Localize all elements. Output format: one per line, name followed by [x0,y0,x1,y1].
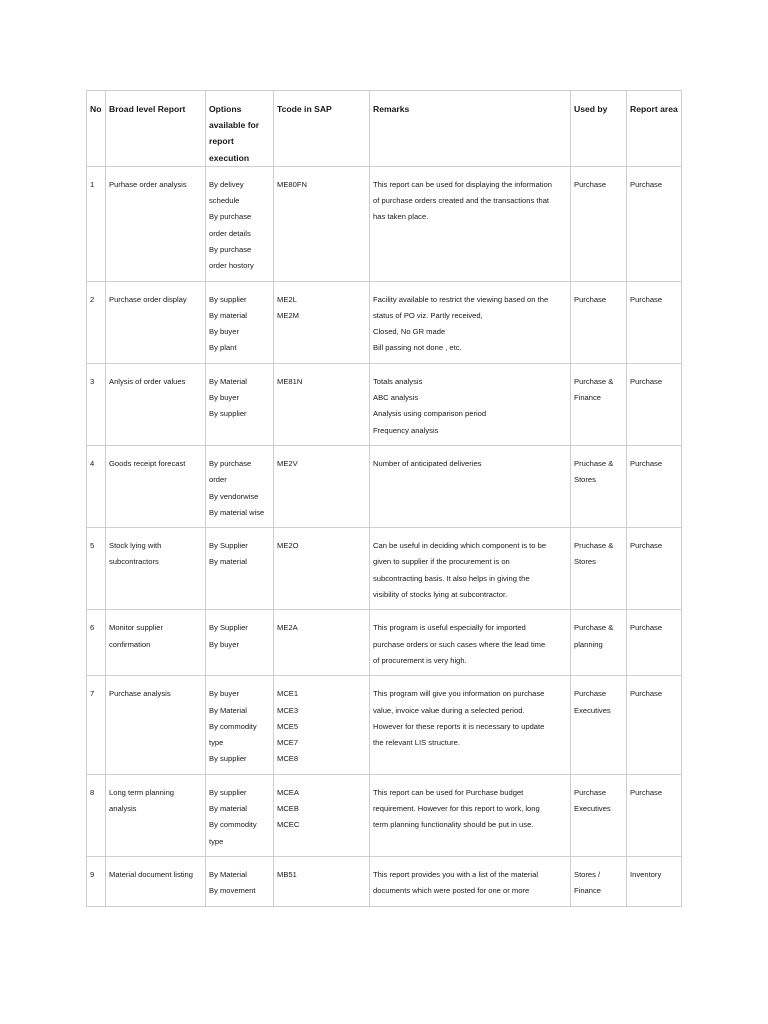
cell-remarks-line: Closed, No GR made [373,327,446,337]
cell-remarks-line: This report can be used for displaying the information [373,179,552,189]
cell-remarks [370,281,571,363]
cell-options-line: By purchase [209,458,252,468]
cell-used-by-line: Pruchase & [574,541,614,551]
cell-options-line: By material [209,804,247,814]
cell-remarks-line: Frequency analysis [373,425,439,435]
cell-no: 4 [87,445,106,527]
cell-report-line: analysis [109,804,137,814]
cell-report-area-line: Purchase [630,376,663,386]
cell-report [106,676,206,774]
cell-report [106,363,206,445]
cell-remarks [370,774,571,856]
cell-used-by [571,676,627,774]
header-options-line: Options [209,104,242,114]
cell-report [106,856,206,906]
cell-remarks-line: Number of anticipated deliveries [373,458,482,468]
cell-remarks-line: This program will give you information on purchase [373,689,545,699]
cell-remarks-line: status of PO viz. Partly received, [373,310,483,320]
cell-tcode-line: MB51 [277,869,297,879]
cell-report-line: Anlysis of order values [109,376,186,386]
cell-remarks-line: subcontracting basis. It also helps in giving the [373,573,530,583]
cell-used-by-line: Stores [574,475,596,485]
cell-remarks [370,363,571,445]
cell-remarks-line: ABC analysis [373,393,419,403]
cell-tcode-line: ME2O [277,541,299,551]
cell-remarks-line: given to supplier if the procurement is on [373,557,510,567]
cell-report [106,774,206,856]
cell-remarks [370,856,571,906]
cell-tcode-line: MCEA [277,787,299,797]
cell-remarks-line: purchase orders or such cases where the lead time [373,639,546,649]
cell-tcode-line: ME81N [277,376,303,386]
cell-tcode-line: ME2A [277,623,298,633]
header-options-line: execution [209,152,250,163]
cell-remarks-line: of procurement is very high. [373,655,467,665]
header-used-by: Used by [571,91,627,167]
header-remarks: Remarks [370,91,571,167]
cell-used-by-line: Stores [574,557,596,567]
cell-options [206,281,274,363]
cell-used-by-line: Purchase [574,787,607,797]
cell-options-line: type [209,836,224,846]
header-options-line: available for [209,120,260,131]
cell-report-line: confirmation [109,639,151,649]
cell-tcode-line: MCE1 [277,689,299,699]
cell-used-by [571,445,627,527]
cell-remarks-line: visibility of stocks lying at subcontractor. [373,590,508,600]
cell-report-area-line: Purchase [630,294,663,304]
cell-report [106,528,206,610]
cell-used-by [571,774,627,856]
cell-remarks-line: has taken place. [373,212,429,222]
cell-remarks-line: Totals analysis [373,376,423,386]
cell-options-line: By plant [209,343,237,353]
cell-used-by-line: Purchase & [574,376,614,386]
cell-options-line: schedule [209,196,240,206]
cell-used-by-line: Finance [574,393,602,403]
header-broad-level-report: Broad level Report [106,91,206,167]
cell-tcode [274,445,370,527]
cell-options-line: By Material [209,869,247,879]
table-row [87,363,682,445]
cell-tcode-line: MCEB [277,804,299,814]
cell-options-line: By Supplier [209,623,248,633]
table-row [87,774,682,856]
cell-report-area-line: Purchase [630,179,663,189]
cell-used-by [571,281,627,363]
cell-remarks-line: term planning functionality should be put in use. [373,820,534,830]
cell-report-area [627,610,682,676]
header-report-area: Report area [627,91,682,167]
cell-options-line: By buyer [209,393,239,403]
cell-report-area-line: Purchase [630,787,663,797]
cell-report-line: Goods receipt forecast [109,458,186,468]
cell-options-line: By vendorwise [209,491,259,501]
cell-used-by-line: Pruchase & [574,458,614,468]
cell-options-line: By supplier [209,409,247,419]
cell-options-line: By purchase [209,245,252,254]
cell-options-line: By supplier [209,294,247,304]
cell-remarks-line: of purchase orders created and the transactions that [373,196,550,206]
cell-options-line: By Supplier [209,541,248,551]
cell-remarks-line: However for these reports it is necessary to update [373,721,545,731]
cell-options-line: By purchase [209,212,252,222]
cell-options-line: By commodity [209,820,257,830]
cell-options-line: By delivey [209,179,244,189]
cell-report-line: Stock lying with [109,541,162,551]
cell-used-by-line: Executives [574,705,611,715]
cell-remarks [370,166,571,281]
cell-report-area-line: Purchase [630,623,663,633]
cell-tcode [274,528,370,610]
cell-no: 7 [87,676,106,774]
cell-report-area-line: Purchase [630,458,663,468]
cell-report-line: subcontractors [109,557,159,567]
cell-used-by-line: Finance [574,886,602,896]
table-row [87,528,682,610]
cell-tcode-line: MCE7 [277,738,299,748]
cell-report-area [627,774,682,856]
cell-no: 2 [87,281,106,363]
table-row [87,445,682,527]
cell-report-area [627,676,682,774]
header-no: No [87,91,106,167]
cell-report-line: Monitor supplier [109,623,164,633]
cell-report-area-line: Purchase [630,689,663,699]
cell-options-line: By material [209,557,247,567]
cell-options-line: By buyer [209,639,239,649]
cell-remarks [370,445,571,527]
cell-used-by-line: Purchase [574,689,607,699]
cell-remarks-line: This report provides you with a list of the material [373,869,539,879]
cell-options-line: order hostory [209,261,254,271]
cell-used-by-line: Purchase [574,294,607,304]
cell-options [206,774,274,856]
header-tcode: Tcode in SAP [274,91,370,167]
cell-remarks [370,610,571,676]
cell-options-line: By movement [209,886,256,896]
cell-report [106,281,206,363]
cell-tcode [274,610,370,676]
cell-remarks-line: the relevant LIS structure. [373,738,460,748]
cell-used-by [571,363,627,445]
cell-remarks-line: Analysis using comparison period [373,409,487,419]
cell-no: 8 [87,774,106,856]
cell-remarks-line: Bill passing not done , etc. [373,343,462,353]
cell-tcode [274,676,370,774]
table-header-row [87,91,682,167]
cell-no: 5 [87,528,106,610]
cell-remarks-line: documents which were posted for one or more [373,886,530,896]
table-body [87,166,682,906]
header-options [206,91,274,167]
cell-options-line: By buyer [209,689,239,699]
cell-remarks-line: This program is useful especially for imported [373,623,526,633]
header-options-line: report [209,136,234,147]
cell-tcode [274,774,370,856]
cell-options [206,445,274,527]
cell-options-line: order details [209,228,251,238]
cell-options [206,856,274,906]
cell-no: 1 [87,166,106,281]
cell-tcode-line: ME2M [277,310,299,320]
cell-tcode-line: MCE3 [277,705,299,715]
cell-options-line: By supplier [209,787,247,797]
cell-report-line: Purchase order display [109,294,187,304]
cell-remarks-line: Facility available to restrict the viewing based on the [373,294,549,304]
cell-remarks-line: requirement. However for this report to work, long [373,804,540,814]
cell-options [206,610,274,676]
cell-used-by [571,528,627,610]
cell-no: 6 [87,610,106,676]
cell-tcode-line: ME2V [277,458,298,468]
table-row [87,166,682,281]
cell-options [206,528,274,610]
cell-options-line: order [209,475,227,485]
cell-used-by [571,856,627,906]
cell-report-area [627,281,682,363]
cell-report-area [627,166,682,281]
cell-no: 9 [87,856,106,906]
cell-report-area [627,856,682,906]
cell-options-line: By buyer [209,327,239,337]
table-row [87,856,682,906]
cell-report-line: Material document listing [109,869,193,879]
cell-options [206,166,274,281]
cell-options-line: type [209,738,224,748]
cell-options [206,676,274,774]
cell-report-line: Purhase order analysis [109,179,187,189]
cell-tcode [274,166,370,281]
cell-tcode-line: ME80FN [277,179,307,189]
cell-options [206,363,274,445]
cell-tcode [274,363,370,445]
cell-remarks-line: This report can be used for Purchase budget [373,787,524,797]
cell-tcode [274,281,370,363]
cell-report-area [627,363,682,445]
cell-remarks-line: value, invoice value during a selected period. [373,705,525,715]
cell-used-by-line: Stores / [574,869,601,879]
cell-report-area-line: Purchase [630,541,663,551]
cell-report-area-line: Inventory [630,869,662,879]
cell-report-area [627,445,682,527]
cell-tcode [274,856,370,906]
cell-options-line: By material [209,310,247,320]
report-table [86,90,682,907]
cell-options-line: By supplier [209,754,247,764]
cell-report [106,166,206,281]
cell-used-by-line: Purchase & [574,623,614,633]
table-row [87,610,682,676]
cell-options-line: By Material [209,705,247,715]
cell-tcode-line: ME2L [277,294,297,304]
cell-remarks [370,528,571,610]
cell-options-line: By material wise [209,507,265,517]
table-row [87,281,682,363]
cell-options-line: By commodity [209,721,257,731]
cell-used-by [571,166,627,281]
cell-report [106,445,206,527]
table-row [87,676,682,774]
cell-tcode-line: MCE8 [277,754,299,764]
cell-remarks-line: Can be useful in deciding which component is to be [373,541,547,551]
cell-report-line: Purchase analysis [109,689,171,699]
cell-no: 3 [87,363,106,445]
cell-report-area [627,528,682,610]
cell-report-line: Long term planning [109,787,175,797]
cell-used-by-line: Executives [574,804,611,814]
cell-used-by-line: Purchase [574,179,607,189]
cell-remarks [370,676,571,774]
cell-used-by-line: planning [574,639,603,649]
cell-tcode-line: MCE5 [277,721,299,731]
cell-tcode-line: MCEC [277,820,300,830]
cell-options-line: By Material [209,376,247,386]
cell-used-by [571,610,627,676]
cell-report [106,610,206,676]
